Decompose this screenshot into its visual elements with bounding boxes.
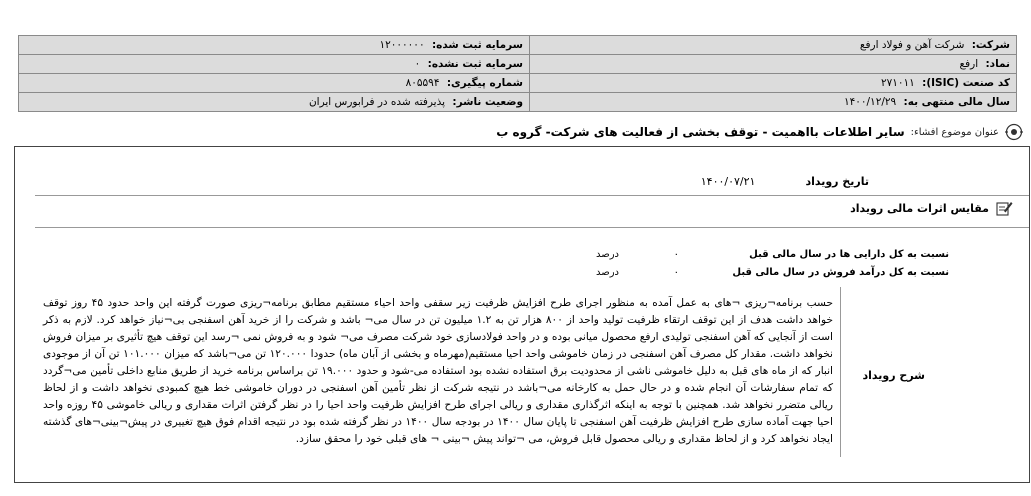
financial-effects-header — [850, 199, 1013, 217]
ratio-unit: درصد — [595, 249, 619, 260]
reg-capital-label: سرمایه ثبت شده: — [431, 39, 523, 51]
description-label: شرح رویداد — [862, 369, 925, 382]
subject-label: عنوان موضوع افشاء: — [910, 126, 999, 138]
financial-effects-title: مقایس اثرات مالی رویداد — [850, 201, 989, 215]
fiscal-label: سال مالی منتهی به: — [903, 96, 1010, 108]
info-row — [19, 74, 1017, 93]
ratio-value: ۰ — [673, 267, 679, 278]
company-info-table — [18, 35, 1017, 112]
tracking-cell — [19, 74, 530, 93]
status-cell — [19, 93, 530, 112]
edit-icon — [995, 199, 1013, 217]
company-label: شرکت: — [971, 39, 1010, 51]
fiscal-value: ۱۴۰۰/۱۲/۲۹ — [843, 96, 897, 108]
isic-cell — [530, 74, 1017, 93]
tracking-label: شماره پیگیری: — [446, 77, 523, 89]
info-row — [19, 55, 1017, 74]
company-cell — [530, 36, 1017, 55]
info-row — [19, 93, 1017, 112]
status-label: وضعیت ناشر: — [452, 96, 523, 108]
unreg-capital-label: سرمایه ثبت نشده: — [427, 58, 523, 70]
target-icon — [1005, 123, 1023, 141]
status-value: پذیرفته شده در فرابورس ایران — [308, 96, 446, 108]
symbol-label: نماد: — [985, 58, 1010, 70]
tracking-value: ۸۰۵۵۹۴ — [405, 77, 440, 89]
event-date-row — [701, 175, 869, 188]
ratio-unit: درصد — [595, 267, 619, 278]
subject-title: سایر اطلاعات بااهمیت - توقف بخشی از فعالیت های شرکت- گروه ب — [496, 125, 905, 139]
subject-row — [496, 122, 1023, 142]
divider — [35, 195, 1029, 196]
ratio-value: ۰ — [673, 249, 679, 260]
event-panel — [14, 146, 1030, 483]
info-row — [19, 36, 1017, 55]
symbol-cell — [530, 55, 1017, 74]
unreg-capital-cell — [19, 55, 530, 74]
isic-value: ۲۷۱۰۱۱ — [880, 77, 915, 89]
ratio-label: نسبت به کل دارایی ها در سال مالی قبل — [749, 249, 949, 260]
event-date-label: تاریخ رویداد — [805, 175, 869, 188]
ratio-label: نسبت به کل درآمد فروش در سال مالی قبل — [732, 267, 949, 278]
description-text: حسب برنامه¬ریزی ¬های به عمل آمده به منظور اجرای طرح افزایش ظرفیت زیر سقفی واحد احیاء مستقیم مطابق برنامه¬ریزی صورت گرفته این واحد حدود ۴۵ روز توقف خواهد داشت هدف از این توقف ارتقاء ظرفیت تولید واحد از ۸۰۰ هزار تن به ۱.۲ میلیون تن در سال می¬ باشد و شرکت را از خرید آهن اسفنجی بی¬نیاز خواهد کرد. لازم به ذکر است از آنجایی که آهن اسفنجی تولیدی ارفع محصول میانی بوده و در واحد فولادسازی خود شرکت مصرف می¬ شود و به فروش نمی ¬رسد این توقف هیچ تأثیری بر میزان فروش نخواهد داشت. مقدار کل مصرف آهن اسفنجی در زمان خاموشی واحد احیا مستقیم(مهرماه و بخشی از آبان ماه) حدودا ۱۲۰.۰۰۰ تن می¬باشد که میزان ۱۰۱.۰۰۰ تن آن از موجودی انبار که از ماه های قبل به دلیل خاموشی ناشی از محدودیت برق استفاده نشده بود استفاده می-شود و حدود ۱۹.۰۰۰ تن براساس برنامه خرید از طریق منابع داخلی تأمین می¬گردد که تمام سفارشات آن انجام شده و در حال حمل به کارخانه می¬باشد در نتیجه شرکت از نظر تأمین آهن اسفنجی در دوران خاموشی خط هیچ کمبودی نخواهد داشت و از لحاظ ریالی متضرر نخواهد شد. همچنین با توجه به اینکه اثرگذاری مقداری و ریالی اجرای طرح افزایش ظرفیت واحد احیا را در نظر گرفتن اثرات مقداری و ریالی خاموشی ۴۵ روزه واحد احیا جهت آماده سازی طرح افزایش ظرفیت آهن اسفنجی تا پایان سال ۱۴۰۰ در بودجه سال ۱۴۰۰ در نظر گرفته شده بود در نتیجه اقدام فوق هیچ تغییری در پیش¬بینی¬های گذشته ایجاد نخواهد کرد و از لحاظ مقداری و ریالی محصول قابل فروش، می ¬تواند پیش ¬بینی ¬ های قبلی خود را محقق سازد. — [43, 297, 834, 445]
divider — [35, 227, 1029, 228]
unreg-capital-value: ۰ — [414, 58, 421, 70]
fiscal-cell — [530, 93, 1017, 112]
event-date-value: ۱۴۰۰/۰۷/۲۱ — [700, 175, 756, 188]
isic-label: کد صنعت (ISIC): — [922, 77, 1010, 89]
company-value: شرکت آهن و فولاد ارفع — [859, 39, 965, 51]
description-divider — [840, 287, 841, 457]
symbol-value: ارفع — [959, 58, 979, 70]
reg-capital-value: ۱۲۰۰۰۰۰۰ — [379, 39, 425, 51]
reg-capital-cell — [19, 36, 530, 55]
